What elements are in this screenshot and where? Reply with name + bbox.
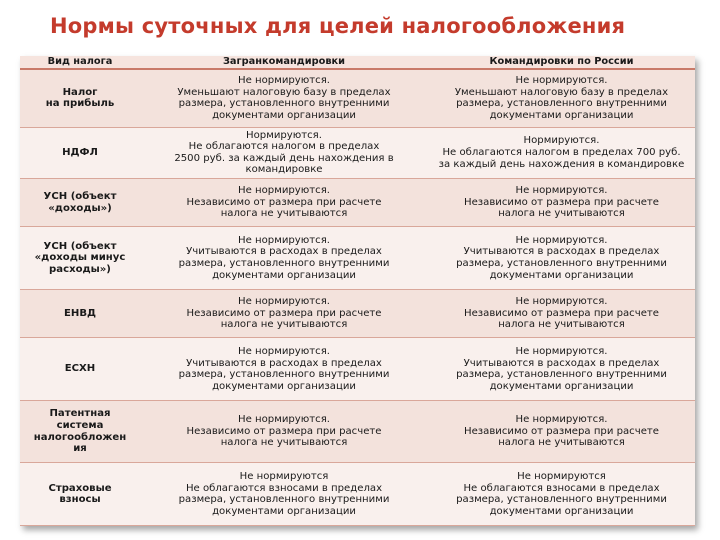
cell-line: Учитываются в расходах в пределах: [186, 246, 382, 258]
cell-line: налога не учитываются: [220, 437, 348, 449]
cell-line: налога не учитываются: [220, 319, 348, 331]
cell-line: размера, установленного внутренними: [178, 369, 390, 381]
cell-line: Не нормируются: [239, 471, 329, 483]
cell-line: система: [56, 420, 104, 432]
cell-line: размера, установленного внутренними: [178, 258, 390, 270]
cell-line: Не нормируются.: [515, 234, 608, 246]
cell-line: документами организации: [489, 269, 634, 281]
tax-norms-table: [20, 56, 695, 526]
russia-rule-cell: [428, 289, 695, 338]
table-row: [20, 127, 695, 178]
tax-name-cell: [20, 400, 140, 463]
abroad-rule-cell: [140, 400, 428, 463]
tax-name-cell: [20, 338, 140, 401]
cell-line: НДФЛ: [62, 146, 98, 158]
tax-name-cell: [20, 463, 140, 526]
cell-line: Независимо от размера при расчете: [464, 307, 659, 319]
cell-line: Учитываются в расходах в пределах: [186, 357, 382, 369]
abroad-rule-cell: [140, 227, 428, 290]
cell-line: документами организации: [212, 505, 356, 517]
cell-line: документами организации: [212, 109, 356, 121]
table-row: [20, 227, 695, 290]
cell-line: Не нормируются.: [238, 296, 330, 308]
cell-line: УСН (объект: [43, 190, 117, 202]
cell-line: налогообложен: [33, 431, 127, 443]
cell-line: «доходы»): [48, 202, 112, 214]
cell-line: Не нормируются.: [238, 345, 330, 357]
header-abroad: Загранкомандировки: [140, 56, 428, 69]
tax-name-cell: [20, 178, 140, 227]
cell-line: ЕСХН: [64, 363, 96, 375]
cell-line: размера, установленного внутренними: [456, 98, 667, 110]
tax-name-cell: [20, 289, 140, 338]
cell-line: расходы»): [49, 263, 111, 275]
abroad-rule-cell: [140, 178, 428, 227]
abroad-rule-cell: [140, 463, 428, 526]
russia-rule-cell: [428, 338, 695, 401]
cell-line: Не нормируются.: [515, 345, 608, 357]
cell-line: Не нормируются.: [515, 75, 608, 87]
cell-line: командировке: [245, 164, 323, 176]
cell-line: за каждый день нахождения в командировке: [438, 158, 685, 170]
page-title: Нормы суточных для целей налогообложения: [50, 14, 626, 38]
cell-line: УСН (объект: [43, 240, 117, 252]
cell-line: документами организации: [489, 380, 634, 392]
cell-line: Не облагаются налогом в пределах 700 руб.: [442, 146, 681, 158]
tax-name-cell: [20, 227, 140, 290]
cell-line: 2500 руб. за каждый день нахождения в: [174, 152, 394, 164]
cell-line: Не нормируются.: [515, 185, 608, 197]
cell-line: Патентная: [49, 408, 111, 420]
cell-line: Не нормируются: [517, 471, 606, 483]
cell-line: Страховые: [48, 482, 112, 494]
russia-rule-cell: [428, 127, 695, 178]
cell-line: Не нормируются.: [238, 234, 330, 246]
cell-line: Независимо от размера при расчете: [464, 196, 659, 208]
cell-line: Не нормируются.: [238, 414, 330, 426]
cell-line: ЕНВД: [63, 307, 97, 319]
cell-line: налога не учитываются: [498, 319, 625, 331]
russia-rule-cell: [428, 69, 695, 127]
cell-line: Нормируются.: [523, 135, 600, 147]
cell-line: «доходы минус: [34, 252, 126, 264]
table-row: [20, 463, 695, 526]
tax-norms-table-card: [20, 56, 695, 526]
cell-line: налога не учитываются: [498, 208, 625, 220]
abroad-rule-cell: [140, 127, 428, 178]
cell-line: документами организации: [489, 109, 634, 121]
cell-line: Уменьшают налоговую базу в пределах: [177, 86, 391, 98]
russia-rule-cell: [428, 463, 695, 526]
cell-line: Не нормируются.: [515, 296, 608, 308]
russia-rule-cell: [428, 178, 695, 227]
tax-name-cell: [20, 69, 140, 127]
cell-line: Учитываются в расходах в пределах: [463, 246, 660, 258]
cell-line: размера, установленного внутренними: [178, 98, 390, 110]
cell-line: Уменьшают налоговую базу в пределах: [454, 86, 669, 98]
cell-line: Не облагаются взносами в пределах: [463, 482, 660, 494]
table-header-row: [20, 56, 695, 69]
cell-line: Не нормируются.: [238, 185, 330, 197]
cell-line: размера, установленного внутренними: [456, 494, 667, 506]
header-russia: Командировки по России: [428, 56, 695, 69]
cell-line: Не нормируются.: [515, 414, 608, 426]
table-row: [20, 178, 695, 227]
header-tax-type: Вид налога: [20, 56, 140, 69]
cell-line: ия: [73, 443, 87, 455]
tax-name-cell: [20, 127, 140, 178]
cell-line: Налог: [62, 86, 98, 98]
cell-line: Не облагаются взносами в пределах: [185, 482, 383, 494]
cell-line: Независимо от размера при расчете: [186, 196, 382, 208]
table-row: [20, 400, 695, 463]
cell-line: Не облагаются налогом в пределах: [188, 141, 380, 153]
abroad-rule-cell: [140, 69, 428, 127]
cell-line: документами организации: [212, 269, 356, 281]
cell-line: Нормируются.: [246, 129, 322, 141]
cell-line: взносы: [59, 494, 101, 506]
abroad-rule-cell: [140, 338, 428, 401]
cell-line: размера, установленного внутренними: [456, 369, 667, 381]
cell-line: Независимо от размера при расчете: [464, 425, 659, 437]
cell-line: Независимо от размера при расчете: [186, 307, 382, 319]
table-row: [20, 338, 695, 401]
abroad-rule-cell: [140, 289, 428, 338]
table-row: [20, 289, 695, 338]
cell-line: Учитываются в расходах в пределах: [463, 357, 660, 369]
table-row: [20, 69, 695, 127]
cell-line: Не нормируются.: [238, 75, 330, 87]
cell-line: документами организации: [489, 505, 634, 517]
cell-line: Независимо от размера при расчете: [186, 425, 382, 437]
cell-line: на прибыль: [45, 98, 115, 110]
cell-line: размера, установленного внутренними: [178, 494, 390, 506]
russia-rule-cell: [428, 400, 695, 463]
cell-line: документами организации: [212, 380, 356, 392]
cell-line: налога не учитываются: [220, 208, 348, 220]
cell-line: налога не учитываются: [498, 437, 625, 449]
cell-line: размера, установленного внутренними: [456, 258, 667, 270]
russia-rule-cell: [428, 227, 695, 290]
